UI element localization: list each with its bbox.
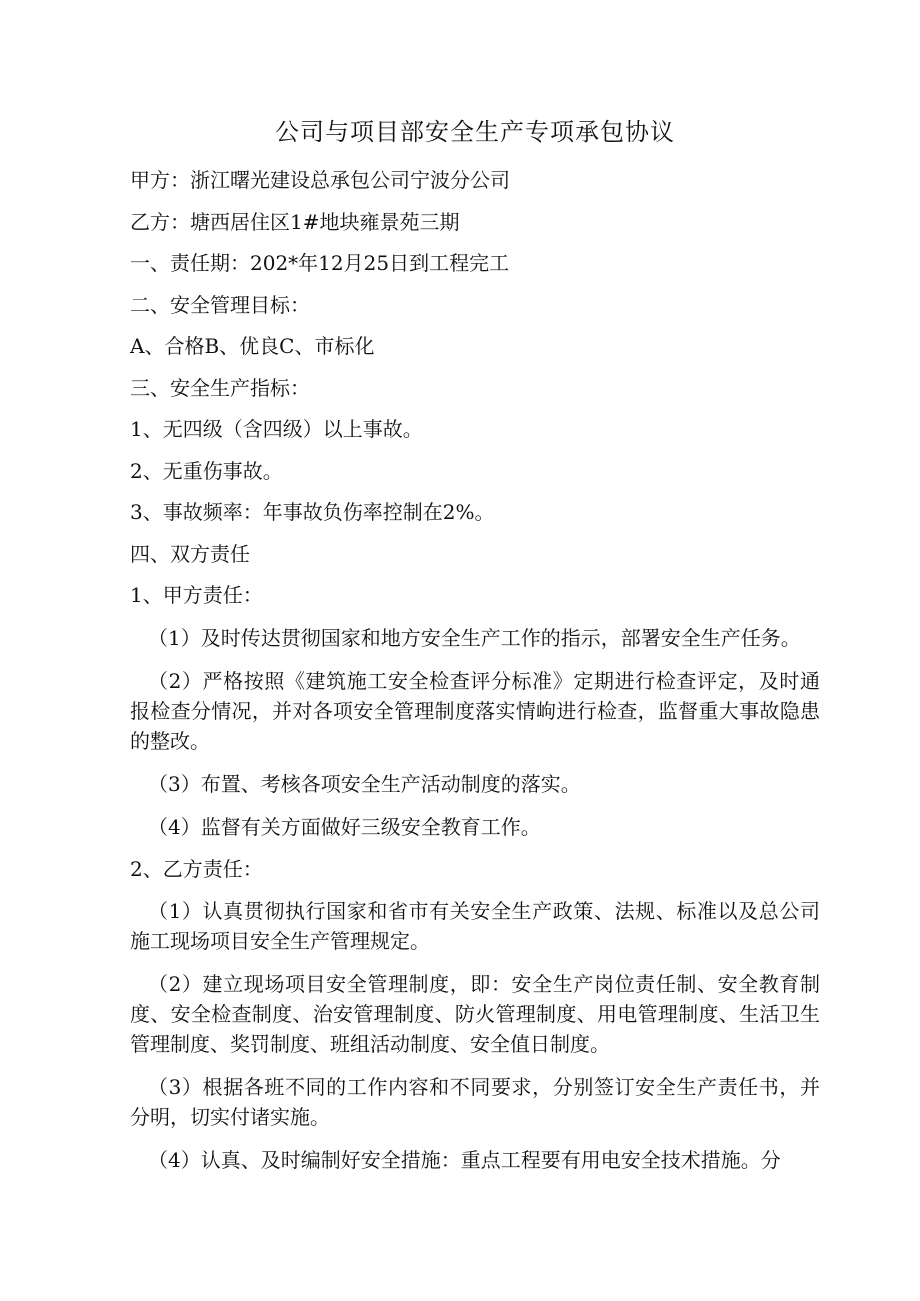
section-4-heading: 四、双方责任	[130, 541, 250, 566]
party-b-responsibility-heading: 2、乙方责任：	[130, 856, 263, 881]
section-3-item-2: 2、无重伤事故。	[130, 458, 283, 483]
party-a-responsibility-heading: 1、甲方责任：	[130, 583, 263, 607]
section-3-item-3: 3、事故频率：年事故负伤率控制在2%。	[130, 500, 495, 524]
section-3-heading: 三、安全生产指标：	[130, 375, 310, 400]
document-title: 公司与项目部安全生产专项承包协议	[275, 118, 675, 146]
party-a-line: 甲方：浙江曙光建设总承包公司宁波分公司	[130, 168, 510, 192]
section-1-responsibility-period: 一、责任期：202*年12月25日到工程完工	[130, 251, 510, 275]
party-b-responsibility-2: （2）建立现场项目安全管理制度，即：安全生产岗位责任制、安全教育制度、安全检查制度、治安管理制度、防火管理制度、用电管理制度、生活卫生管理制度、奖罚制度、班组活动制度、安全值日制度。	[130, 972, 820, 1056]
party-a-responsibility-2: （2）严格按照《建筑施工安全检查评分标准》定期进行检查评定，及时通报检查分情况，并对各项安全管理制度落实情岣进行检查，监督重大事故隐患的整改。	[130, 668, 820, 753]
section-2-heading: 二、安全管理目标：	[130, 292, 310, 317]
party-a-responsibility-1: （1）及时传达贯彻国家和地方安全生产工作的指示，部署安全生产任务。	[148, 625, 801, 650]
section-2-item: A、合格B、优良C、市标化	[130, 334, 375, 358]
party-b-responsibility-3: （3）根据各班不同的工作内容和不同要求，分别签订安全生产责任书，并分明，切实付诸实施。	[130, 1075, 820, 1129]
party-b-responsibility-1: （1）认真贯彻执行国家和省市有关安全生产政策、法规、标准以及总公司施工现场项目安全生产管理规定。	[130, 899, 820, 953]
party-b-responsibility-4: （4）认真、及时编制好安全措施：重点工程要有用电安全技术措施。分	[148, 1148, 781, 1172]
section-3-item-1: 1、无四级（含四级）以上事故。	[130, 417, 423, 441]
party-a-responsibility-4: （4）监督有关方面做好三级安全教育工作。	[148, 814, 541, 839]
party-b-line: 乙方：塘西居住区1#地块雍景苑三期	[130, 209, 460, 234]
party-a-responsibility-3: （3）布置、考核各项安全生产活动制度的落实。	[148, 771, 581, 796]
